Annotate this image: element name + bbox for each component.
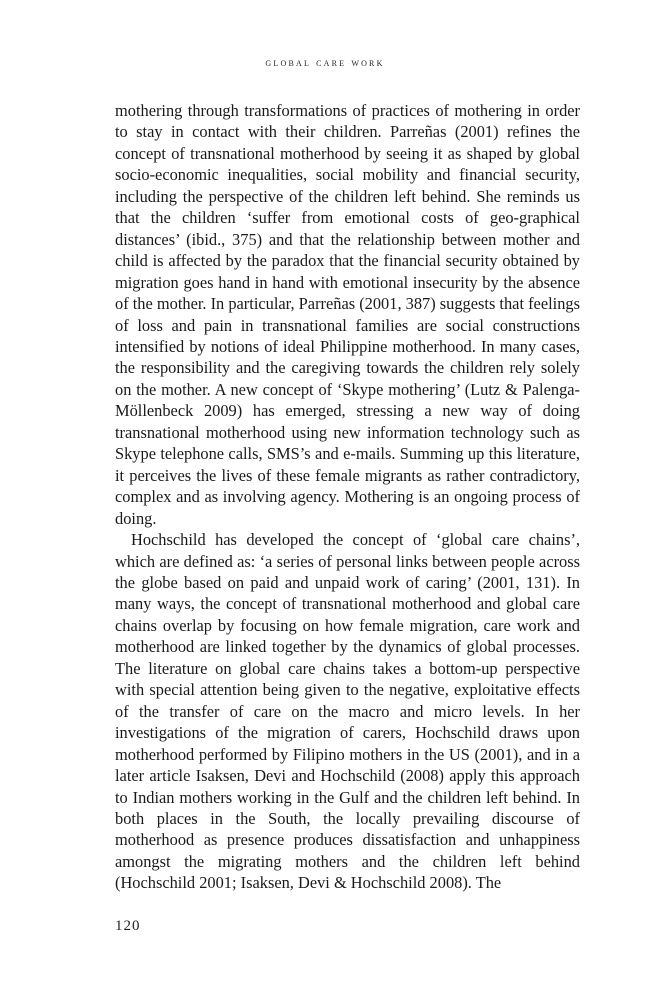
body-text <box>115 100 580 894</box>
paragraph-2: Hochschild has developed the concept of ‘global care chains’, which are defined as: ‘a series of personal links between people across the globe based on paid and unpaid work of caring’ (2001, 131). In many ways, the concept of transnational motherhood and global care chains overlap by focusing on how female migration, care work and motherhood are linked together by the dynamics of global processes. The literature on global care chains takes a bottom-up perspective with special attention being given to the negative, exploitative effects of the transfer of care on the macro and micro levels. In her investigations of the migration of carers, Hochschild draws upon motherhood performed by Filipino mothers in the US (2001), and in a later article Isaksen, Devi and Hochschild (2008) apply this approach to Indian mothers working in the Gulf and the children left behind. In both places in the South, the locally prevailing discourse of motherhood as presence produces dissatisfaction and unhappiness amongst the migrating mothers and the children left behind (Hochschild 2001; Isaksen, Devi & Hochschild 2008). The <box>115 530 580 893</box>
running-head: global care work <box>265 57 385 69</box>
page-number: 120 <box>115 918 141 934</box>
paragraph-1: mothering through transformations of practices of mothering in order to stay in contact with their children. Parreñas (2001) refines the concept of transnational motherhood by seeing it as shaped by global socio-economic inequalities, social mobility and financial security, including the perspective of the children left behind. She reminds us that the children ‘suffer from emotional costs of geo-graphical distances’ (ibid., 375) and that the relationship between mother and child is affected by the paradox that the financial security obtained by migration goes hand in hand with emotional insecurity by the absence of the mother. In particular, Parreñas (2001, 387) suggests that feelings of loss and pain in transnational families are social constructions intensified by notions of ideal Philippine motherhood. In many cases, the responsibility and the caregiving towards the children rely solely on the mother. A new concept of ‘Skype mothering’ (Lutz & Palenga-Möllenbeck 2009) has emerged, stressing a new way of doing transnational motherhood using new information technology such as Skype telephone calls, SMS’s and e-mails. Summing up this literature, it perceives the lives of these female migrants as rather contradictory, complex and as involving agency. Mothering is an ongoing process of doing. <box>115 101 580 528</box>
